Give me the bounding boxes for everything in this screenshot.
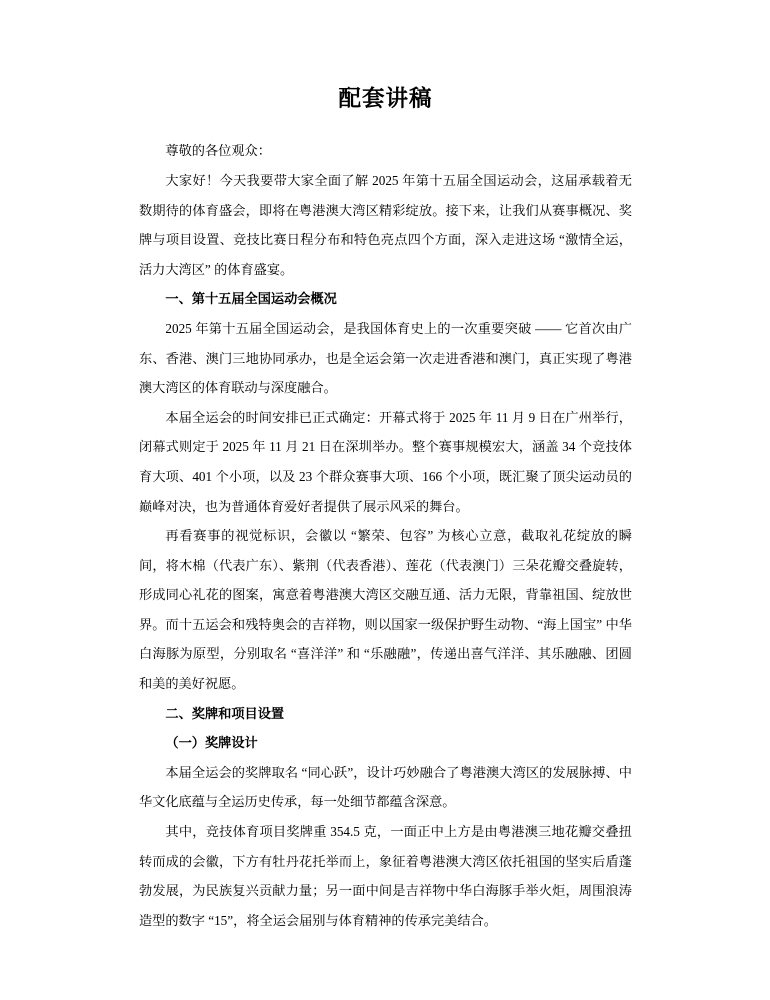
medal-name-paragraph: 本届全运会的奖牌取名 “同心跃”，设计巧妙融合了粤港澳大湾区的发展脉搏、中华文化底蕴与全运历史传承，每一处细节都蕴含深意。 (139, 764, 632, 810)
emblem-mascot-paragraph: 再看赛事的视觉标识，会徽以 “繁荣、包容” 为核心立意，截取礼花绽放的瞬间，将木棉（代表广东）、紫荆（代表香港）、莲花（代表澳门）三朵花瓣交叠旋转，形成同心礼花的图案，寓意着粤港澳大湾区交融互通、活力无限，背靠祖国、绽放世界。而十五运会和残特奥会的吉祥物，则以国家一级保护野生动物、“海上国宝” 中华白海豚为原型，分别取名 “喜洋洋” 和 “乐融融”，传递出喜气洋洋、其乐融融、团圆和美的美好祝愿。 (139, 528, 632, 692)
overview-paragraph: 2025 年第十五届全国运动会，是我国体育史上的一次重要突破 —— 它首次由广东、香港、澳门三地协同承办，也是全运会第一次走进香港和澳门，真正实现了粤港澳大湾区的体育联动与深度融合。 (139, 320, 632, 396)
intro-paragraph: 大家好！今天我要带大家全面了解 2025 年第十五届全国运动会，这届承载着无数期待的体育盛会，即将在粤港澳大湾区精彩绽放。接下来，让我们从赛事概况、奖牌与项目设置、竞技比赛日程分布和特色亮点四个方面，深入走进这场 “激情全运，活力大湾区” 的体育盛宴。 (139, 172, 632, 277)
salutation-line: 尊敬的各位观众： (165, 143, 271, 159)
subsection-heading-medal-design: （一）奖牌设计 (165, 735, 258, 751)
page-title: 配套讲稿 (338, 86, 433, 111)
medal-detail-paragraph: 其中，竞技体育项目奖牌重 354.5 克，一面正中上方是由粤港澳三地花瓣交叠扭转而成的会徽，下方有牡丹花托举而上，象征着粤港澳大湾区依托祖国的坚实后盾蓬勃发展，为民族复兴贡献力量；另一面中间是吉祥物中华白海豚手举火炬，周围浪涛造型的数字 “15”，将全运会届别与体育精神的传承完美结合。 (139, 824, 632, 928)
document-body (139, 0, 632, 935)
title-spacer (139, 114, 632, 136)
schedule-paragraph: 本届全运会的时间安排已正式确定：开幕式将于 2025 年 11 月 9 日在广州举行，闭幕式则定于 2025 年 11 月 21 日在深圳举办。整个赛事规模宏大，涵盖 34 个竞技体育大项、401 个小项，以及 23 个群众赛事大项、166 个小项，既汇聚了顶尖运动员的巅峰对决，也为普通体育爱好者提供了展示风采的舞台。 (139, 409, 632, 514)
section-heading-one: 一、第十五届全国运动会概况 (165, 291, 337, 307)
section-heading-two: 二、奖牌和项目设置 (165, 705, 285, 721)
